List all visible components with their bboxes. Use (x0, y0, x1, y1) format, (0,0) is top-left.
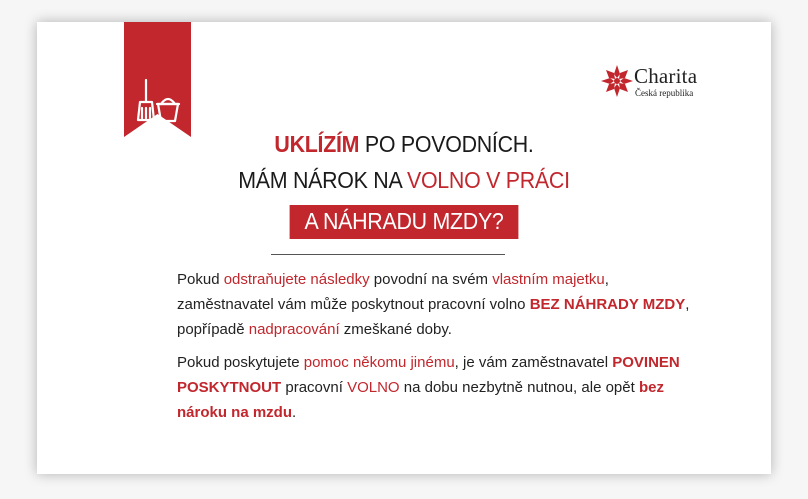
text-run: , popřípadě (177, 296, 690, 338)
text-run: na dobu nezbytně nutnou, ale opět (399, 379, 639, 396)
info-card (37, 22, 771, 474)
logo-name: Charita (634, 64, 698, 88)
text-run: , zaměstnavatel vám může poskytnout pracovní volno (177, 271, 609, 313)
headline-red-phrase: VOLNO V PRÁCI (406, 167, 570, 193)
highlight-text: vlastním majetku (492, 271, 605, 288)
charita-cross-icon (600, 64, 634, 98)
divider (271, 254, 505, 255)
logo-subtitle: Česká republika (635, 88, 694, 98)
text-run: Pokud poskytujete (177, 354, 304, 371)
headline-text: PO POVODNÍCH. (359, 131, 534, 157)
text-run: . (292, 404, 297, 421)
headline-banner-wrap (37, 205, 771, 239)
highlight-text: nadpracování (248, 321, 340, 338)
highlight-text: pomoc někomu jinému (303, 354, 455, 371)
text-run: , je vám zaměstnavatel (454, 354, 613, 371)
highlight-text: VOLNO (347, 379, 400, 396)
headline-text: MÁM NÁROK NA (238, 167, 407, 193)
charita-logo (600, 62, 750, 102)
headline-red-word: UKLÍZÍM (274, 131, 360, 157)
text-run: pracovní (281, 379, 348, 396)
ribbon-bookmark (124, 22, 191, 137)
emphasis-text: BEZ NÁHRADY MZDY (529, 296, 686, 313)
headline-line-1 (63, 131, 746, 158)
body-text (177, 267, 697, 433)
text-run: zmeškané doby. (339, 321, 452, 338)
headline-banner: A NÁHRADU MZDY? (290, 205, 519, 239)
headline-line-2 (63, 167, 746, 194)
emphasis-text: POVINEN POSKYTNOUT (177, 354, 680, 396)
emphasis-text: bez nároku na mzdu (177, 379, 664, 421)
paragraph-2 (177, 350, 697, 425)
paragraph-1 (177, 267, 697, 342)
text-run: povodní na svém (369, 271, 493, 288)
highlight-text: odstraňujete následky (223, 271, 370, 288)
text-run: Pokud (177, 271, 224, 288)
